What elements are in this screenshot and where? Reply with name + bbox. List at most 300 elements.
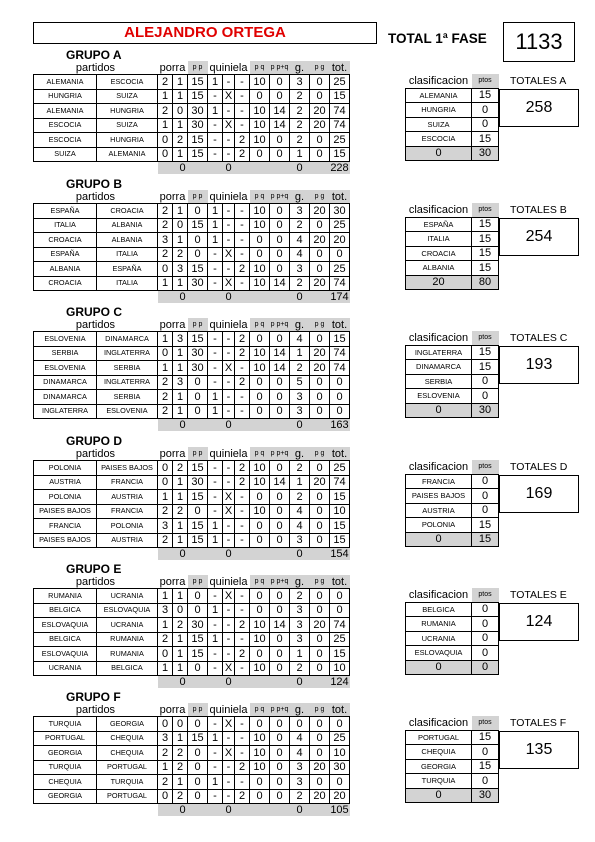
match-cell: 0 [270,147,290,162]
home-team: PAISES BAJOS [34,504,97,519]
clasificacion-points: 15 [472,232,499,247]
header-porra: porra [159,318,186,331]
match-cell: 15 [188,218,208,233]
match-cell: 2 [158,204,173,219]
header-pg: p g [310,447,330,461]
match-cell: 2 [173,247,188,262]
match-cell: 3 [290,404,310,419]
match-cell: 1 [208,218,223,233]
match-cell: 15 [188,262,208,277]
match-cell: 0 [310,775,330,790]
sum-porra: 0 [158,676,208,689]
match-cell: 4 [290,746,310,761]
match-cell: 0 [188,247,208,262]
matches-table [33,575,350,688]
match-cell: 0 [310,731,330,746]
match-cell: 1 [208,519,223,534]
sum-g: 0 [290,162,310,175]
clasificacion-row [406,232,499,247]
away-team: CHEQUIA [97,746,158,761]
header-partidos: partidos [75,575,116,588]
match-cell: 1 [208,233,223,248]
match-cell: 2 [173,133,188,148]
sum-blank [34,676,158,689]
away-team: POLONIA [97,519,158,534]
match-cell: 1 [173,647,188,662]
away-team: CROACIA [97,204,158,219]
group-e [33,562,578,687]
clasificacion-points: 0 [472,745,499,760]
home-team: ESLOVAQUIA [34,647,97,662]
match-cell: X [223,717,235,732]
match-cell: 2 [158,632,173,647]
sum-pq-spacer [250,419,290,432]
clasificacion-team: PAISES BAJOS [406,489,472,504]
away-team: BELGICA [97,661,158,676]
match-cell: 0 [250,247,270,262]
header-quiniela: quiniela [209,61,248,74]
match-cell: 0 [188,789,208,804]
match-row [34,104,350,119]
match-cell: - [223,390,235,405]
match-cell: 0 [250,775,270,790]
match-cell: X [223,276,235,291]
match-cell: 2 [235,647,250,662]
match-row [34,661,350,676]
match-row [34,789,350,804]
home-team: GEORGIA [34,789,97,804]
clasificacion-points: 15 [472,730,499,745]
match-cell: 14 [270,104,290,119]
sum-quiniela: 0 [208,548,250,561]
away-team: CHEQUIA [97,731,158,746]
match-row [34,533,350,548]
match-cell: 1 [208,390,223,405]
home-team: POLONIA [34,490,97,505]
match-cell: 0 [310,375,330,390]
match-cell: - [235,361,250,376]
match-cell: - [208,262,223,277]
match-cell: - [235,717,250,732]
match-cell: 1 [158,89,173,104]
match-cell: - [235,276,250,291]
away-team: ESCOCIA [97,75,158,90]
match-cell: 0 [270,332,290,347]
header-porra: porra [159,703,186,716]
sum-pq-spacer [250,804,290,817]
home-team: FRANCIA [34,519,97,534]
match-row [34,647,350,662]
clasificacion-sum-row [406,660,499,675]
header-g: g. [290,447,310,461]
match-cell: 2 [158,247,173,262]
match-cell: 0 [270,760,290,775]
match-cell: 0 [158,147,173,162]
match-cell: 0 [173,603,188,618]
group-totals-label: TOTALES A [510,75,567,87]
match-cell: 0 [188,504,208,519]
home-team: AUSTRIA [34,475,97,490]
header-quiniela: quiniela [209,575,248,588]
clasificacion-table [405,716,499,803]
match-row [34,332,350,347]
match-cell: 2 [173,461,188,476]
sum-pg-spacer [310,162,330,175]
match-cell: 1 [158,332,173,347]
away-team: DINAMARCA [97,332,158,347]
clasificacion-table [405,460,499,547]
match-cell: 0 [250,89,270,104]
match-cell: - [235,390,250,405]
match-cell: 2 [235,332,250,347]
match-cell: 15 [188,731,208,746]
clasificacion-team: CROACIA [406,246,472,261]
match-cell: - [223,475,235,490]
match-cell: 0 [158,133,173,148]
match-cell: - [235,533,250,548]
away-team: INGLATERRA [97,375,158,390]
header-pg: p g [310,61,330,75]
match-cell: - [235,632,250,647]
match-cell: - [208,490,223,505]
match-cell: X [223,490,235,505]
home-team: CHEQUIA [34,775,97,790]
match-cell: 0 [310,490,330,505]
match-cell: 20 [310,204,330,219]
home-team: POLONIA [34,461,97,476]
sum-g: 0 [290,676,310,689]
clasificacion-row [406,774,499,789]
sum-tot: 174 [330,291,349,303]
match-cell: 0 [270,133,290,148]
match-cell: 10 [250,661,270,676]
header-g: g. [290,575,310,589]
sum-pq-spacer [250,162,290,175]
home-team: ESLOVAQUIA [34,618,97,633]
match-cell: 2 [235,760,250,775]
match-cell: - [223,133,235,148]
match-cell: 0 [310,519,330,534]
match-cell: 0 [188,760,208,775]
home-team: ITALIA [34,218,97,233]
match-cell: 2 [290,218,310,233]
clasificacion-row [406,117,499,132]
clasificacion-team: ALEMANIA [406,88,472,103]
match-cell: 1 [173,404,188,419]
match-row [34,490,350,505]
clasificacion-sum-right: 80 [472,275,499,290]
match-cell: 74 [330,618,350,633]
header-tot: tot. [330,61,350,75]
match-cell: 2 [290,276,310,291]
match-row [34,603,350,618]
away-team: SUIZA [97,118,158,133]
match-cell: 0 [188,375,208,390]
header-porra: porra [159,447,186,460]
clasificacion-points: 15 [472,360,499,375]
away-team: AUSTRIA [97,490,158,505]
match-cell: 2 [290,461,310,476]
header-partidos: partidos [75,190,116,203]
match-row [34,233,350,248]
match-cell: 0 [330,589,350,604]
header-partidos: partidos [75,61,116,74]
match-cell: 10 [250,262,270,277]
clasificacion-row [406,489,499,504]
clasificacion-sum-row [406,146,499,161]
match-cell: - [208,504,223,519]
match-cell: 1 [173,390,188,405]
sum-tot: 154 [330,548,349,560]
match-cell: 15 [330,533,350,548]
header-pg: p g [310,703,330,717]
match-cell: 1 [173,75,188,90]
sum-porra: 0 [158,419,208,432]
match-cell: 2 [173,504,188,519]
match-cell: 1 [173,361,188,376]
match-row [34,346,350,361]
away-team: ESLOVENIA [97,404,158,419]
match-cell: 2 [158,533,173,548]
home-team: SERBIA [34,346,97,361]
match-cell: X [223,247,235,262]
clasificacion-team: UCRANIA [406,631,472,646]
match-cell: 15 [330,519,350,534]
match-cell: 0 [270,661,290,676]
match-cell: 0 [270,375,290,390]
sum-row [34,548,350,561]
home-team: DINAMARCA [34,375,97,390]
clasificacion-points: 0 [472,103,499,118]
match-cell: 1 [173,147,188,162]
header-quiniela: quiniela [209,447,248,460]
away-team: TURQUIA [97,775,158,790]
home-team: ESPAÑA [34,247,97,262]
clasificacion-sum-row [406,788,499,803]
match-cell: 3 [290,632,310,647]
match-cell: 30 [188,104,208,119]
clasificacion-table [405,588,499,675]
match-cell: - [235,218,250,233]
match-cell: 0 [250,332,270,347]
sum-blank [34,162,158,175]
away-team: PORTUGAL [97,789,158,804]
match-row [34,618,350,633]
match-cell: 0 [188,746,208,761]
sum-pq-spacer [250,548,290,561]
match-cell: - [208,247,223,262]
sum-pg-spacer [310,419,330,432]
match-cell: 2 [158,404,173,419]
match-cell: - [235,519,250,534]
match-cell: 1 [158,589,173,604]
match-cell: 0 [250,717,270,732]
clasificacion-points: 15 [472,345,499,360]
match-cell: 0 [250,490,270,505]
sum-row [34,804,350,817]
match-cell: 1 [290,147,310,162]
match-cell: 1 [173,276,188,291]
match-cell: - [235,118,250,133]
player-name: ALEJANDRO ORTEGA [33,22,377,44]
match-cell: 74 [330,104,350,119]
match-cell: 0 [310,632,330,647]
match-cell: 3 [173,375,188,390]
sum-tot: 124 [330,676,349,688]
match-cell: 2 [158,75,173,90]
match-cell: 1 [208,603,223,618]
match-cell: - [235,661,250,676]
ptos-label: ptos [472,716,499,730]
away-team: SUIZA [97,89,158,104]
match-cell: - [223,375,235,390]
match-cell: 20 [310,233,330,248]
sum-row [34,291,350,304]
match-cell: 0 [270,204,290,219]
clasificacion-team: SUIZA [406,117,472,132]
sum-g: 0 [290,804,310,817]
match-cell: - [235,233,250,248]
match-cell: 1 [208,104,223,119]
match-cell: 0 [250,603,270,618]
match-cell: 1 [208,533,223,548]
match-cell: 2 [235,375,250,390]
match-cell: 1 [290,346,310,361]
match-cell: 1 [173,533,188,548]
sum-quiniela: 0 [208,804,250,817]
header-pq: p q [250,190,270,204]
match-cell: 0 [270,789,290,804]
away-team: FRANCIA [97,475,158,490]
match-cell: 2 [290,361,310,376]
sum-tot: 228 [330,162,349,174]
match-cell: 30 [188,361,208,376]
match-cell: 2 [290,789,310,804]
match-cell: 30 [188,276,208,291]
match-row [34,404,350,419]
match-cell: 0 [330,247,350,262]
match-cell: - [208,375,223,390]
sum-quiniela: 0 [208,419,250,432]
match-cell: - [235,603,250,618]
clasificacion-row [406,217,499,232]
match-cell: 20 [310,618,330,633]
group-d [33,434,578,559]
match-cell: 10 [250,504,270,519]
match-cell: - [223,461,235,476]
match-cell: 1 [173,204,188,219]
match-cell: - [223,218,235,233]
home-team: HUNGRIA [34,89,97,104]
clasificacion-sum-left: 0 [406,146,472,161]
match-cell: 0 [250,390,270,405]
sum-row [34,419,350,432]
clasificacion-team: GEORGIA [406,759,472,774]
header-pp: p p [188,575,208,589]
match-cell: 15 [330,332,350,347]
match-cell: X [223,89,235,104]
header-ppq: p p+q [270,703,290,717]
home-team: ESLOVENIA [34,332,97,347]
match-cell: 20 [330,789,350,804]
away-team: SERBIA [97,361,158,376]
clasificacion-row [406,745,499,760]
match-cell: 10 [250,461,270,476]
ptos-label: ptos [472,460,499,474]
match-cell: 1 [173,731,188,746]
match-cell: 4 [290,519,310,534]
match-cell: 14 [270,118,290,133]
clasificacion-header [406,460,499,474]
match-cell: 2 [290,661,310,676]
match-cell: 0 [270,731,290,746]
match-cell: - [235,746,250,761]
group-title: GRUPO A [66,48,122,62]
clasificacion-points: 15 [472,518,499,533]
sum-pg-spacer [310,676,330,689]
match-cell: 1 [290,647,310,662]
match-cell: 1 [208,75,223,90]
match-cell: 0 [330,775,350,790]
header-pp: p p [188,447,208,461]
match-cell: 3 [290,603,310,618]
match-cell: - [208,589,223,604]
clasificacion-team: RUMANIA [406,617,472,632]
match-cell: - [235,504,250,519]
match-cell: 0 [310,247,330,262]
match-cell: 0 [270,504,290,519]
match-cell: 1 [173,475,188,490]
clasificacion-team: BELGICA [406,602,472,617]
match-cell: 20 [310,361,330,376]
match-cell: 0 [310,589,330,604]
match-cell: 0 [188,717,208,732]
total-phase-label: TOTAL 1ª FASE [388,31,487,46]
clasificacion-row [406,261,499,276]
group-c [33,305,578,430]
match-cell: 3 [158,519,173,534]
match-cell: 15 [188,75,208,90]
match-cell: 30 [188,346,208,361]
clasificacion-points: 0 [472,617,499,632]
header-partidos: partidos [75,447,116,460]
match-cell: 2 [235,461,250,476]
clasificacion-row [406,132,499,147]
header-pp: p p [188,703,208,717]
header-quiniela: quiniela [209,703,248,716]
sum-g: 0 [290,291,310,304]
header-ppq: p p+q [270,447,290,461]
clasificacion-header [406,588,499,602]
clasificacion-team: ESCOCIA [406,132,472,147]
clasificacion-header [406,74,499,88]
match-cell: - [235,75,250,90]
match-cell: 10 [250,75,270,90]
match-cell: 10 [250,218,270,233]
header-pq: p q [250,61,270,75]
match-cell: - [235,404,250,419]
sum-pg-spacer [310,804,330,817]
match-cell: 1 [173,632,188,647]
clasificacion-team: HUNGRIA [406,103,472,118]
match-row [34,118,350,133]
match-cell: 1 [173,519,188,534]
header-pg: p g [310,575,330,589]
ptos-label: ptos [472,74,499,88]
clasificacion-row [406,617,499,632]
clasificacion-row [406,88,499,103]
match-cell: 15 [330,647,350,662]
